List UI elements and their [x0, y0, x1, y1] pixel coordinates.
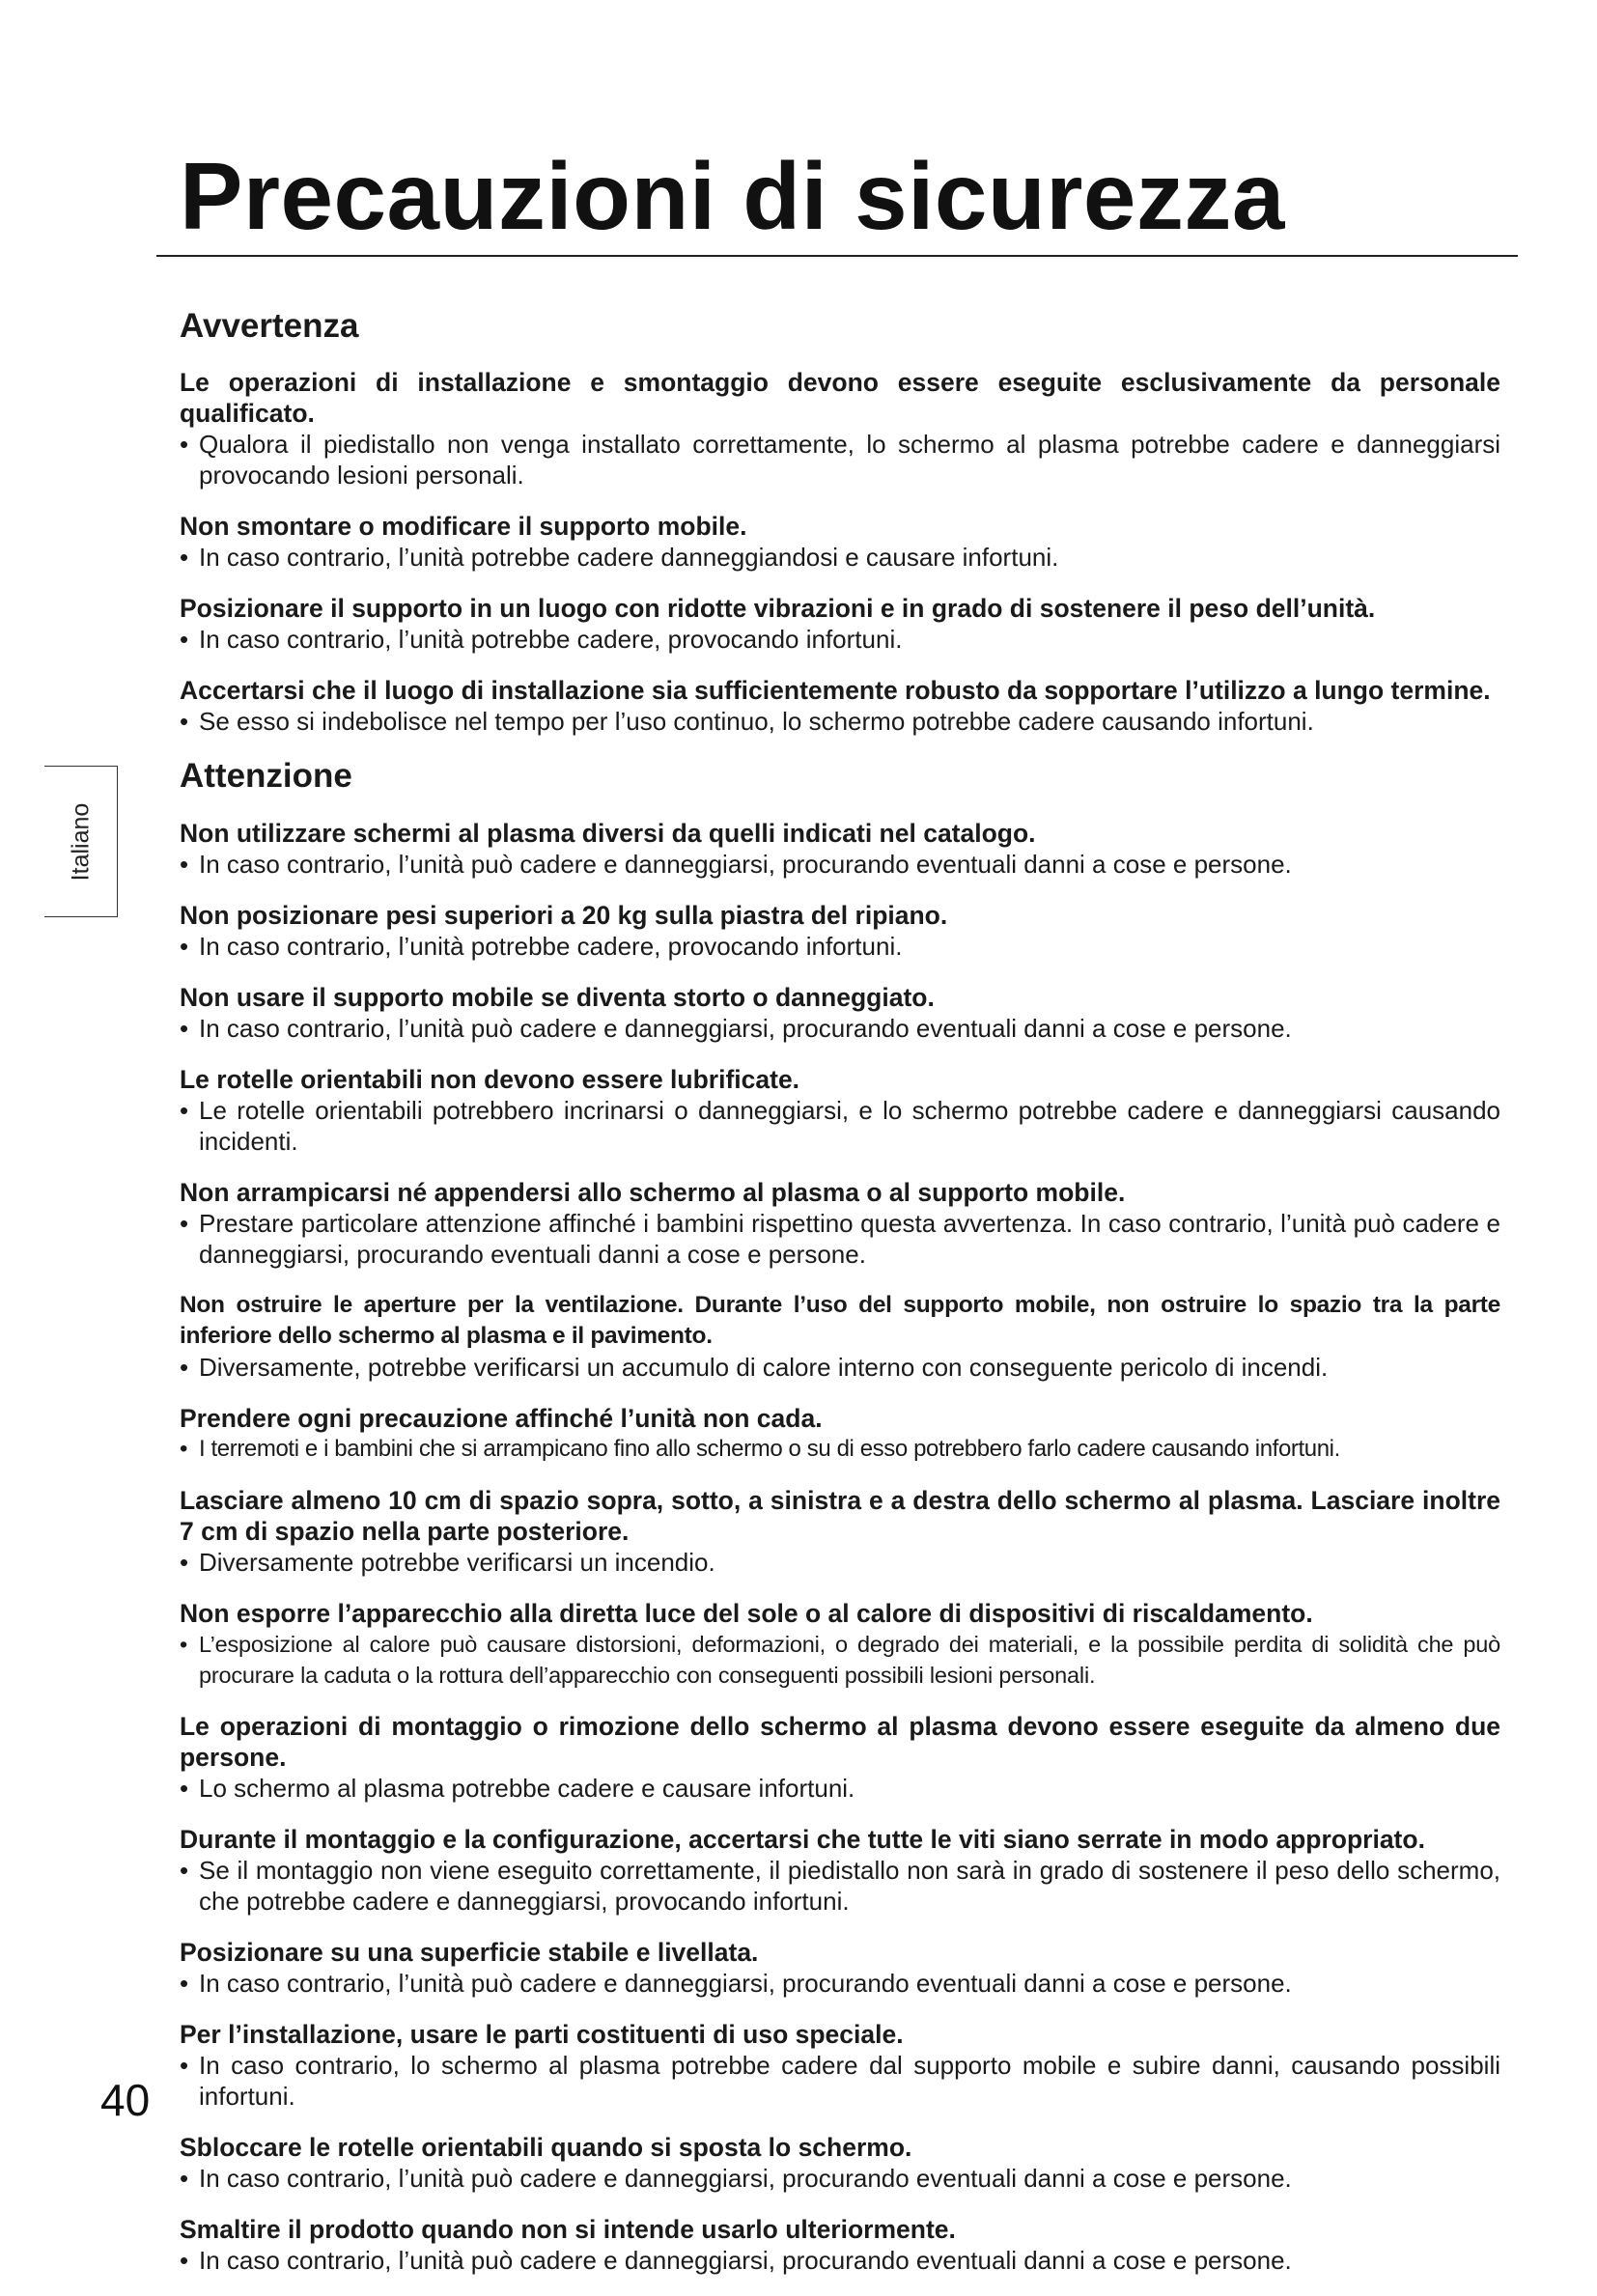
caution-item-text [180, 2163, 1500, 2194]
bullet-icon: • [180, 1547, 189, 1577]
caution-list [180, 818, 1500, 2276]
caution-item-text [180, 1968, 1500, 1999]
bullet-icon: • [180, 625, 189, 655]
caution-item-body: Le rotelle orientabili potrebbero incrinarsi o danneggiarsi, e lo schermo potrebbe cadere e danneggiarsi causando incidenti. [199, 1095, 1500, 1156]
caution-item-text [180, 1352, 1500, 1383]
caution-item-body: In caso contrario, l’unità può cadere e danneggiarsi, procurando eventuali danni a cose e persone. [199, 849, 1292, 879]
caution-item-title: Lasciare almeno 10 cm di spazio sopra, sotto, a sinistra e a destra dello schermo al plasma. Lasciare inoltre 7 cm di spazio nella parte posteriore. [180, 1485, 1500, 1546]
caution-item-body: In caso contrario, l’unità può cadere e danneggiarsi, procurando eventuali danni a cose e persone. [199, 1013, 1292, 1043]
bullet-icon: • [180, 1773, 189, 1803]
caution-item-title: Non usare il supporto mobile se diventa storto o danneggiato. [180, 982, 935, 1012]
bullet-icon: • [180, 430, 189, 460]
caution-item-title: Non arrampicarsi né appendersi allo schermo al plasma o al supporto mobile. [180, 1177, 1126, 1207]
caution-item-text [180, 1095, 1500, 1157]
bullet-icon: • [180, 1435, 188, 1462]
bullet-icon: • [180, 2163, 189, 2193]
warning-list [180, 367, 1500, 737]
caution-item-title: Le operazioni di montaggio o rimozione dello schermo al plasma devono essere eseguite da almeno due persone. [180, 1711, 1500, 1772]
caution-item-body: In caso contrario, l’unità potrebbe cadere, provocando infortuni. [199, 931, 903, 961]
warning-item-text [180, 706, 1500, 737]
caution-item-body: In caso contrario, l’unità può cadere e danneggiarsi, procurando eventuali danni a cose e persone. [199, 2245, 1292, 2275]
warning-item-body: In caso contrario, l’unità potrebbe cadere, provocando infortuni. [199, 625, 903, 655]
bullet-icon: • [180, 1013, 189, 1043]
warning-item-body: Se esso si indebolisce nel tempo per l’uso continuo, lo schermo potrebbe cadere causando infortuni. [199, 707, 1314, 737]
bullet-icon: • [180, 1095, 189, 1125]
caution-item [180, 2214, 1500, 2276]
warning-item [180, 593, 1500, 655]
caution-item-text [180, 1547, 1500, 1578]
warning-item-title: Accertarsi che il luogo di installazione sia sufficientemente robusto da sopportare l’utilizzo a lungo termine. [180, 676, 1491, 706]
caution-item [180, 1711, 1500, 1804]
caution-item [180, 1064, 1500, 1157]
caution-item [180, 1937, 1500, 1999]
warning-item-text [180, 624, 1500, 655]
caution-item-text [180, 1855, 1500, 1917]
caution-item-title: Per l’installazione, usare le parti costituenti di uso speciale. [180, 2019, 904, 2049]
caution-heading: Attenzione [180, 757, 352, 796]
bullet-icon: • [180, 1968, 189, 1998]
caution-item-title: Le rotelle orientabili non devono essere lubrificate. [180, 1064, 800, 1094]
bullet-icon: • [180, 2245, 189, 2275]
caution-item [180, 1824, 1500, 1917]
caution-item-text [180, 1629, 1500, 1691]
caution-item-body: I terremoti e i bambini che si arrampicano fino allo schermo o su di esso potrebbero farlo cadere causando infortuni. [199, 1435, 1340, 1462]
warning-item [180, 511, 1500, 573]
bullet-icon: • [180, 1208, 189, 1238]
caution-item [180, 2132, 1500, 2194]
caution-item-title: Smaltire il prodotto quando non si intende usarlo ulteriormente. [180, 2214, 956, 2244]
bullet-icon: • [180, 1631, 188, 1657]
caution-item-body: Se il montaggio non viene eseguito correttamente, il piedistallo non sarà in grado di sostenere il peso dello schermo, che potrebbe cadere e danneggiarsi, provocando infortuni. [199, 1855, 1500, 1916]
caution-item-text [180, 2050, 1500, 2112]
caution-item-text [180, 849, 1500, 880]
caution-item-title: Prendere ogni precauzione affinché l’unità non cada. [180, 1403, 823, 1433]
bullet-icon: • [180, 707, 189, 737]
caution-item-body: Diversamente potrebbe verificarsi un incendio. [199, 1547, 715, 1577]
warning-item-text [180, 542, 1500, 573]
caution-item-text [180, 931, 1500, 962]
caution-item-text [180, 1773, 1500, 1804]
bullet-icon: • [180, 931, 189, 961]
caution-item-body: L’esposizione al calore può causare distorsioni, deformazioni, o degrado dei materiali, e la possibile perdita di solidità che può procurare la caduta o la rottura dell’apparecchio con conseguenti possibili lesioni personali. [199, 1631, 1500, 1688]
warning-item-body: In caso contrario, l’unità potrebbe cadere danneggiandosi e causare infortuni. [199, 543, 1059, 573]
warning-item-title: Non smontare o modificare il supporto mobile. [180, 512, 747, 542]
title-divider [156, 255, 1518, 257]
caution-item-title: Non esporre l’apparecchio alla diretta luce del sole o al calore di dispositivi di riscaldamento. [180, 1598, 1313, 1628]
caution-item-title: Non ostruire le aperture per la ventilazione. Durante l’uso del supporto mobile, non ostruire lo spazio tra la parte inferiore dello schermo al plasma e il pavimento. [180, 1291, 1500, 1349]
bullet-icon: • [180, 849, 189, 879]
caution-item-body: In caso contrario, lo schermo al plasma potrebbe cadere dal supporto mobile e subire danni, causando possibili infortuni. [199, 2050, 1500, 2111]
caution-item [180, 900, 1500, 962]
warning-item-title: Le operazioni di installazione e smontaggio devono essere eseguite esclusivamente da personale qualificato. [180, 368, 1500, 429]
language-label: Italiano [67, 802, 94, 881]
warning-item-text [180, 429, 1500, 490]
caution-item-title: Sbloccare le rotelle orientabili quando si sposta lo schermo. [180, 2132, 912, 2162]
caution-item-text [180, 1013, 1500, 1044]
caution-item-text [180, 2245, 1500, 2276]
warning-item [180, 675, 1500, 737]
caution-item-body: Diversamente, potrebbe verificarsi un accumulo di calore interno con conseguente pericolo di incendi. [199, 1352, 1329, 1382]
caution-item [180, 2019, 1500, 2112]
caution-item-body: In caso contrario, l’unità può cadere e danneggiarsi, procurando eventuali danni a cose e persone. [199, 2163, 1292, 2193]
caution-item [180, 1290, 1500, 1383]
caution-item-body: Lo schermo al plasma potrebbe cadere e causare infortuni. [199, 1773, 855, 1803]
caution-item [180, 982, 1500, 1044]
caution-item [180, 1177, 1500, 1270]
page-number: 40 [100, 2075, 151, 2125]
caution-item [180, 1598, 1500, 1691]
caution-item [180, 1403, 1500, 1465]
caution-item-text [180, 1434, 1500, 1465]
bullet-icon: • [180, 543, 189, 573]
page-title: Precauzioni di sicurezza [180, 143, 1285, 249]
safety-content [180, 307, 1500, 2296]
bullet-icon: • [180, 1352, 189, 1382]
caution-item-title: Non posizionare pesi superiori a 20 kg sulla piastra del ripiano. [180, 900, 948, 930]
caution-item-body: Prestare particolare attenzione affinché i bambini rispettino questa avvertenza. In caso contrario, l’unità può cadere e danneggiarsi, procurando eventuali danni a cose e persone. [199, 1208, 1500, 1269]
warning-item [180, 367, 1500, 490]
caution-item-text [180, 1208, 1500, 1270]
caution-item-title: Non utilizzare schermi al plasma diversi da quelli indicati nel catalogo. [180, 818, 1036, 848]
bullet-icon: • [180, 1855, 189, 1885]
caution-item-body: In caso contrario, l’unità può cadere e danneggiarsi, procurando eventuali danni a cose e persone. [199, 1968, 1292, 1998]
caution-item [180, 1485, 1500, 1578]
warning-heading: Avvertenza [180, 307, 359, 345]
caution-item-title: Posizionare su una superficie stabile e livellata. [180, 1937, 759, 1967]
language-tab [44, 766, 118, 917]
warning-item-body: Qualora il piedistallo non venga installato correttamente, lo schermo al plasma potrebbe cadere e danneggiarsi provocando lesioni personali. [199, 430, 1500, 490]
caution-item [180, 818, 1500, 880]
warning-item-title: Posizionare il supporto in un luogo con ridotte vibrazioni e in grado di sostenere il peso dell’unità. [180, 594, 1376, 624]
bullet-icon: • [180, 2050, 189, 2080]
caution-item-title: Durante il montaggio e la configurazione, accertarsi che tutte le viti siano serrate in modo appropriato. [180, 1824, 1425, 1854]
